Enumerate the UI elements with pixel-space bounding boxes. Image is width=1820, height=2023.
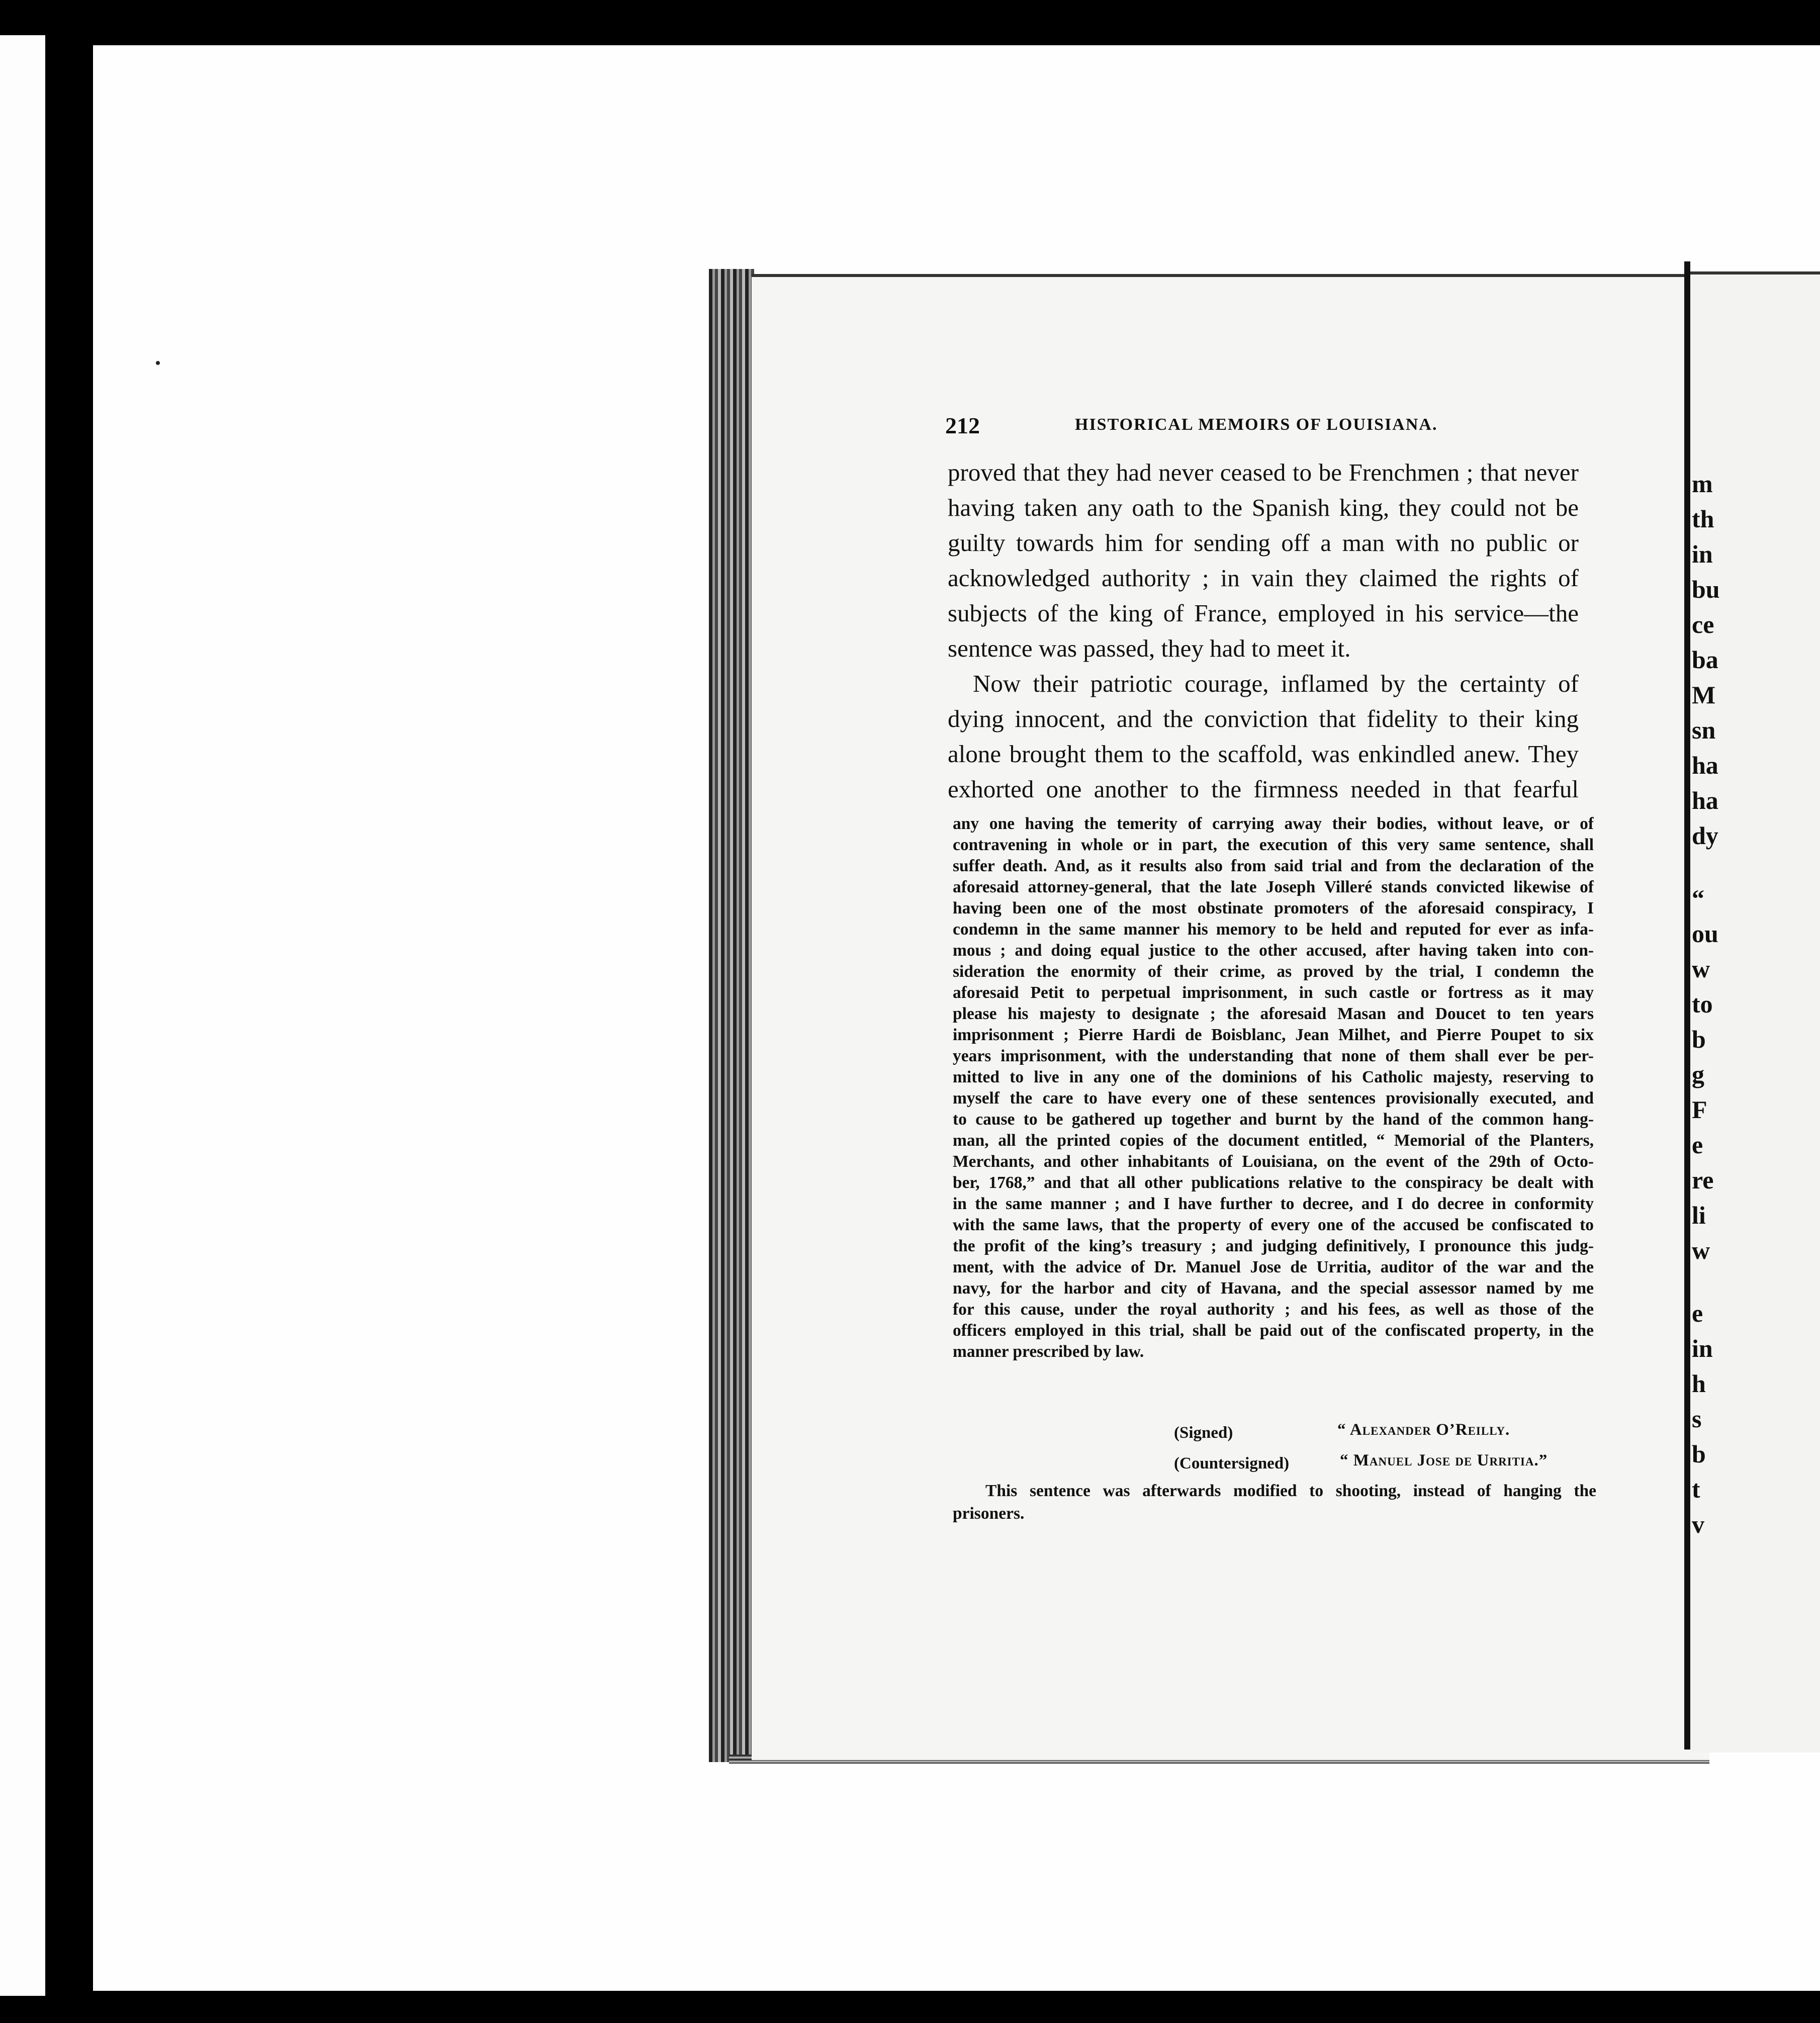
footnote-line: ber, 1768,” and that all other publications relative to the conspiracy be dealt with: [953, 1173, 1594, 1192]
body-line: guilty towards him for sending off a man with no public or: [948, 529, 1579, 557]
facing-line: b: [1692, 1440, 1706, 1468]
footnote-line: to cause to be gathered up together and burnt by the hand of the common hang-: [953, 1110, 1594, 1129]
closing-note-line: This sentence was afterwards modified to shooting, instead of hanging the: [985, 1482, 1596, 1500]
footnote-line: aforesaid Petit to perpetual imprisonment, in such castle or fortress as it may: [953, 983, 1594, 1002]
facing-line: m: [1692, 470, 1713, 498]
footnote-line: ment, with the advice of Dr. Manuel Jose de Urritia, auditor of the war and the: [953, 1258, 1594, 1276]
facing-line: s: [1692, 1405, 1702, 1433]
footnote-line: in the same manner ; and I have further to decree, and I do decree in conformity: [953, 1194, 1594, 1213]
body-line: Now their patriotic courage, inflamed by the certainty of: [973, 670, 1579, 697]
footnote-line: with the same laws, that the property of every one of the accused be confiscated to: [953, 1216, 1594, 1234]
facing-line: ou: [1692, 919, 1718, 948]
footnote-line: man, all the printed copies of the document entitled, “ Memorial of the Planters,: [953, 1131, 1594, 1150]
footnote-line: suffer death. And, as it results also from said trial and from the declaration of the: [953, 857, 1594, 875]
facing-line: e: [1692, 1299, 1703, 1327]
footnote-line: the profit of the king’s treasury ; and judging definitively, I pronounce this judg-: [953, 1237, 1594, 1255]
facing-line: re: [1692, 1166, 1714, 1194]
body-line: acknowledged authority ; in vain they claimed the rights of: [948, 564, 1579, 592]
body-line: having taken any oath to the Spanish king, they could not be: [948, 494, 1579, 521]
running-title: HISTORICAL MEMOIRS OF LOUISIANA.: [1075, 415, 1438, 434]
facing-line: ce: [1692, 610, 1714, 638]
footnote-line: officers employed in this trial, shall be paid out of the confiscated property, in the: [953, 1321, 1594, 1340]
facing-line: v: [1692, 1510, 1704, 1538]
footnote-line: condemn in the same manner his memory to be held and reputed for ever as infa-: [953, 920, 1594, 939]
footnote-line: myself the care to have every one of these sentences provisionally executed, and: [953, 1089, 1594, 1108]
facing-line: bu: [1692, 575, 1720, 603]
facing-line: g: [1692, 1060, 1704, 1088]
facing-line: to: [1692, 990, 1713, 1018]
facing-line: w: [1692, 1236, 1710, 1264]
facing-line: M: [1692, 681, 1716, 709]
dust-speck: [156, 361, 160, 365]
body-line: sentence was passed, they had to meet it.: [948, 634, 1351, 662]
body-line: alone brought them to the scaffold, was enkindled anew. They: [948, 740, 1579, 768]
facing-line: th: [1692, 505, 1714, 533]
footnote-line: aforesaid attorney-general, that the late Joseph Villeré stands convicted likewise of: [953, 878, 1594, 896]
footnote-line: having been one of the most obstinate promoters of the aforesaid conspiracy, I: [953, 899, 1594, 917]
footnote-line: sideration the enormity of their crime, as proved by the trial, I condemn the: [953, 962, 1594, 981]
facing-line: t: [1692, 1475, 1700, 1503]
signed-label: (Signed): [1174, 1424, 1233, 1442]
facing-line: ha: [1692, 786, 1718, 814]
facing-line: b: [1692, 1025, 1706, 1053]
countersigned-label: (Countersigned): [1174, 1454, 1290, 1473]
facing-line: sn: [1692, 716, 1716, 744]
footnote-line: imprisonment ; Pierre Hardi de Boisblanc, Jean Milhet, and Pierre Poupet to six: [953, 1026, 1594, 1044]
footnote-line: for this cause, under the royal authority ; and his fees, as well as those of the: [953, 1300, 1594, 1319]
facing-line: “: [1692, 884, 1704, 912]
footnote-line: navy, for the harbor and city of Havana, and the special assessor named by me: [953, 1279, 1594, 1298]
page-number: 212: [945, 413, 980, 438]
facing-line: e: [1692, 1131, 1703, 1159]
footnote-line: contravening in whole or in part, the execution of this very same sentence, shall: [953, 836, 1594, 854]
countersigned-name: “ Manuel Jose de Urritia.”: [1340, 1451, 1548, 1469]
film-left-strip: [0, 35, 45, 1996]
facing-line: ba: [1692, 646, 1718, 674]
signed-name: “ Alexander O’Reilly.: [1337, 1421, 1510, 1439]
running-head: [945, 412, 1453, 442]
body-line: proved that they had never ceased to be Frenchmen ; that never: [948, 458, 1579, 486]
body-line: subjects of the king of France, employed in his service—the: [948, 599, 1579, 627]
footnote-line: years imprisonment, with the understanding that none of them shall ever be per-: [953, 1047, 1594, 1065]
footnote-line: mitted to live in any one of the dominions of his Catholic majesty, reserving to: [953, 1068, 1594, 1086]
closing-note-line: prisoners.: [953, 1504, 1025, 1523]
facing-line: w: [1692, 955, 1710, 983]
book-gutter: [1684, 261, 1690, 1750]
footnote-line: please his majesty to designate ; the aforesaid Masan and Doucet to ten years: [953, 1004, 1594, 1023]
body-line: dying innocent, and the conviction that fidelity to their king: [948, 705, 1579, 732]
body-line: exhorted one another to the firmness needed in that fearful: [948, 775, 1579, 803]
footnote-line: any one having the temerity of carrying away their bodies, without leave, or of: [953, 814, 1594, 833]
footnote-line: manner prescribed by law.: [953, 1342, 1144, 1361]
facing-line: in: [1692, 540, 1713, 568]
facing-line: li: [1692, 1201, 1706, 1229]
footnote-line: Merchants, and other inhabitants of Louisiana, on the event of the 29th of Octo-: [953, 1152, 1594, 1171]
facing-line: F: [1692, 1095, 1707, 1124]
facing-page: [1690, 271, 1820, 1753]
facing-line: h: [1692, 1369, 1706, 1398]
facing-line: ha: [1692, 751, 1718, 779]
footnote-line: mous ; and doing equal justice to the other accused, after having taken into con-: [953, 941, 1594, 960]
book-page-edges: [709, 269, 754, 1762]
facing-line: in: [1692, 1334, 1713, 1362]
facing-line: dy: [1692, 821, 1718, 850]
